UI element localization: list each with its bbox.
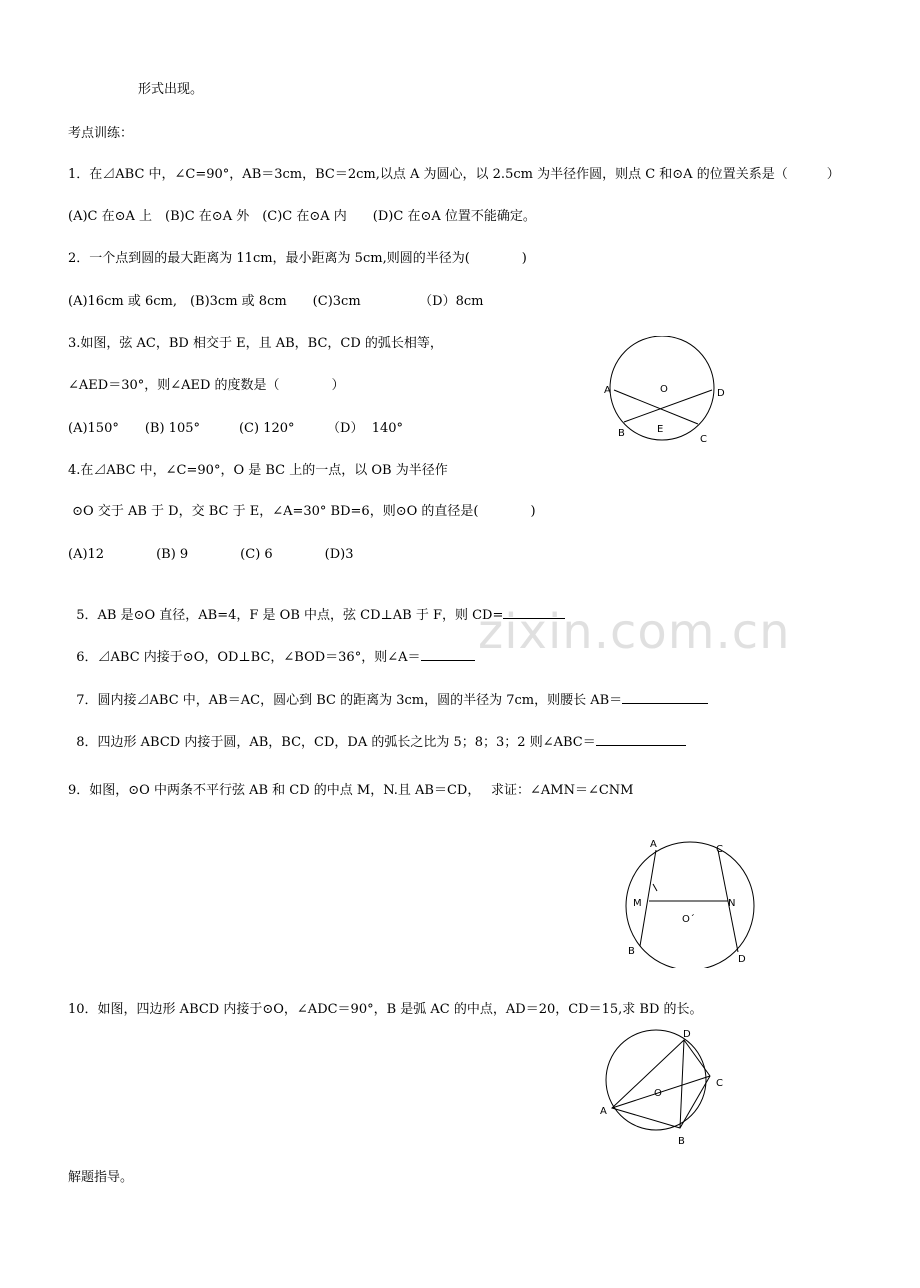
q3-options: (A)150° (B) 105° (C) 120° （D） 140° bbox=[68, 421, 404, 436]
fig2-chord-ab bbox=[640, 850, 656, 946]
q9-stem: 9．如图，⊙O 中两条不平行弦 AB 和 CD 的中点 M，N.且 AB＝CD， 求证：∠AMN＝∠CNM bbox=[68, 783, 634, 798]
figure-q3 bbox=[596, 336, 736, 448]
fig1-label-o: O bbox=[660, 384, 668, 395]
watermark: zixin.com.cn bbox=[478, 604, 791, 660]
fig2-label-b: B bbox=[628, 946, 635, 957]
fig1-label-b: B bbox=[618, 428, 625, 439]
q7-line bbox=[68, 675, 708, 709]
fig3-label-c: C bbox=[716, 1078, 723, 1089]
footer-text: 解题指导。 bbox=[68, 1170, 134, 1185]
fig2-label-a: A bbox=[650, 839, 657, 850]
fig2-label-n: N bbox=[728, 898, 736, 909]
fig3-quadrilateral-abcd bbox=[612, 1040, 710, 1128]
fig1-label-c: C bbox=[700, 434, 707, 445]
figure-q10 bbox=[594, 1024, 734, 1152]
q3-stem-2: ∠AED＝30°，则∠AED 的度数是（ ） bbox=[68, 378, 345, 393]
q1-stem: 1．在⊿ABC 中，∠C=90°，AB＝3cm，BC＝2cm,以点 A 为圆心，以 2.5cm 为半径作圆，则点 C 和⊙A 的位置关系是（ ） bbox=[68, 167, 840, 182]
q7-answer-blank[interactable] bbox=[622, 691, 708, 704]
q6-line bbox=[68, 632, 475, 666]
fig3-label-b: B bbox=[678, 1136, 685, 1147]
fig2-label-c: C bbox=[716, 844, 723, 855]
fig3-diagonal-bd bbox=[680, 1040, 684, 1128]
q5-stem: 5．AB 是⊙O 直径，AB=4，F 是 OB 中点，弦 CD⊥AB 于 F，则 CD= bbox=[76, 608, 504, 623]
fig1-label-a: A bbox=[604, 385, 611, 396]
q8-line bbox=[68, 717, 686, 751]
fig2-label-o: O´ bbox=[682, 914, 695, 925]
fig1-label-d: D bbox=[717, 388, 725, 399]
intro-text: 形式出现。 bbox=[138, 82, 204, 97]
fig3-label-o: O bbox=[654, 1088, 662, 1099]
fig2-label-d: D bbox=[738, 954, 746, 965]
q4-stem-2: ⊙O 交于 AB 于 D，交 BC 于 E，∠A=30° BD=6，则⊙O 的直径是( ) bbox=[68, 504, 536, 519]
fig3-label-a: A bbox=[600, 1106, 607, 1117]
section-title: 考点训练： bbox=[68, 126, 134, 141]
q6-stem: 6．⊿ABC 内接于⊙O，OD⊥BC，∠BOD＝36°，则∠A＝ bbox=[76, 650, 421, 665]
q7-stem: 7．圆内接⊿ABC 中，AB＝AC，圆心到 BC 的距离为 3cm，圆的半径为 7cm，则腰长 AB＝ bbox=[76, 693, 623, 708]
fig2-label-m: M bbox=[633, 898, 642, 909]
q1-options: (A)C 在⊙A 上 (B)C 在⊙A 外 (C)C 在⊙A 内 (D)C 在⊙A 位置不能确定。 bbox=[68, 209, 536, 224]
q6-answer-blank[interactable] bbox=[421, 648, 475, 661]
q2-options: (A)16cm 或 6cm, (B)3cm 或 8cm (C)3cm （D）8cm bbox=[68, 294, 484, 309]
figure-q9 bbox=[622, 834, 762, 968]
fig3-label-d: D bbox=[683, 1029, 691, 1040]
q4-options: (A)12 (B) 9 (C) 6 (D)3 bbox=[68, 547, 354, 562]
fig1-chord-ac bbox=[614, 390, 698, 424]
q2-stem: 2．一个点到圆的最大距离为 11cm，最小距离为 5cm,则圆的半径为( ) bbox=[68, 251, 527, 266]
fig1-label-e: E bbox=[657, 424, 664, 435]
q4-stem-1: 4.在⊿ABC 中，∠C=90°，O 是 BC 上的一点，以 OB 为半径作 bbox=[68, 463, 448, 478]
q10-stem: 10．如图，四边形 ABCD 内接于⊙O，∠ADC＝90°，B 是弧 AC 的中点，AD＝20，CD＝15,求 BD 的长。 bbox=[68, 1002, 703, 1017]
fig3-circle bbox=[606, 1030, 706, 1130]
q8-answer-blank[interactable] bbox=[596, 733, 686, 746]
q8-stem: 8．四边形 ABCD 内接于圆，AB，BC，CD，DA 的弧长之比为 5；8；3；2 则∠ABC＝ bbox=[76, 735, 596, 750]
fig1-chord-bd bbox=[624, 390, 712, 422]
q3-stem-1: 3.如图，弦 AC，BD 相交于 E，且 AB，BC，CD 的弧长相等， bbox=[68, 336, 443, 351]
fig2-tick-mark bbox=[653, 884, 657, 891]
